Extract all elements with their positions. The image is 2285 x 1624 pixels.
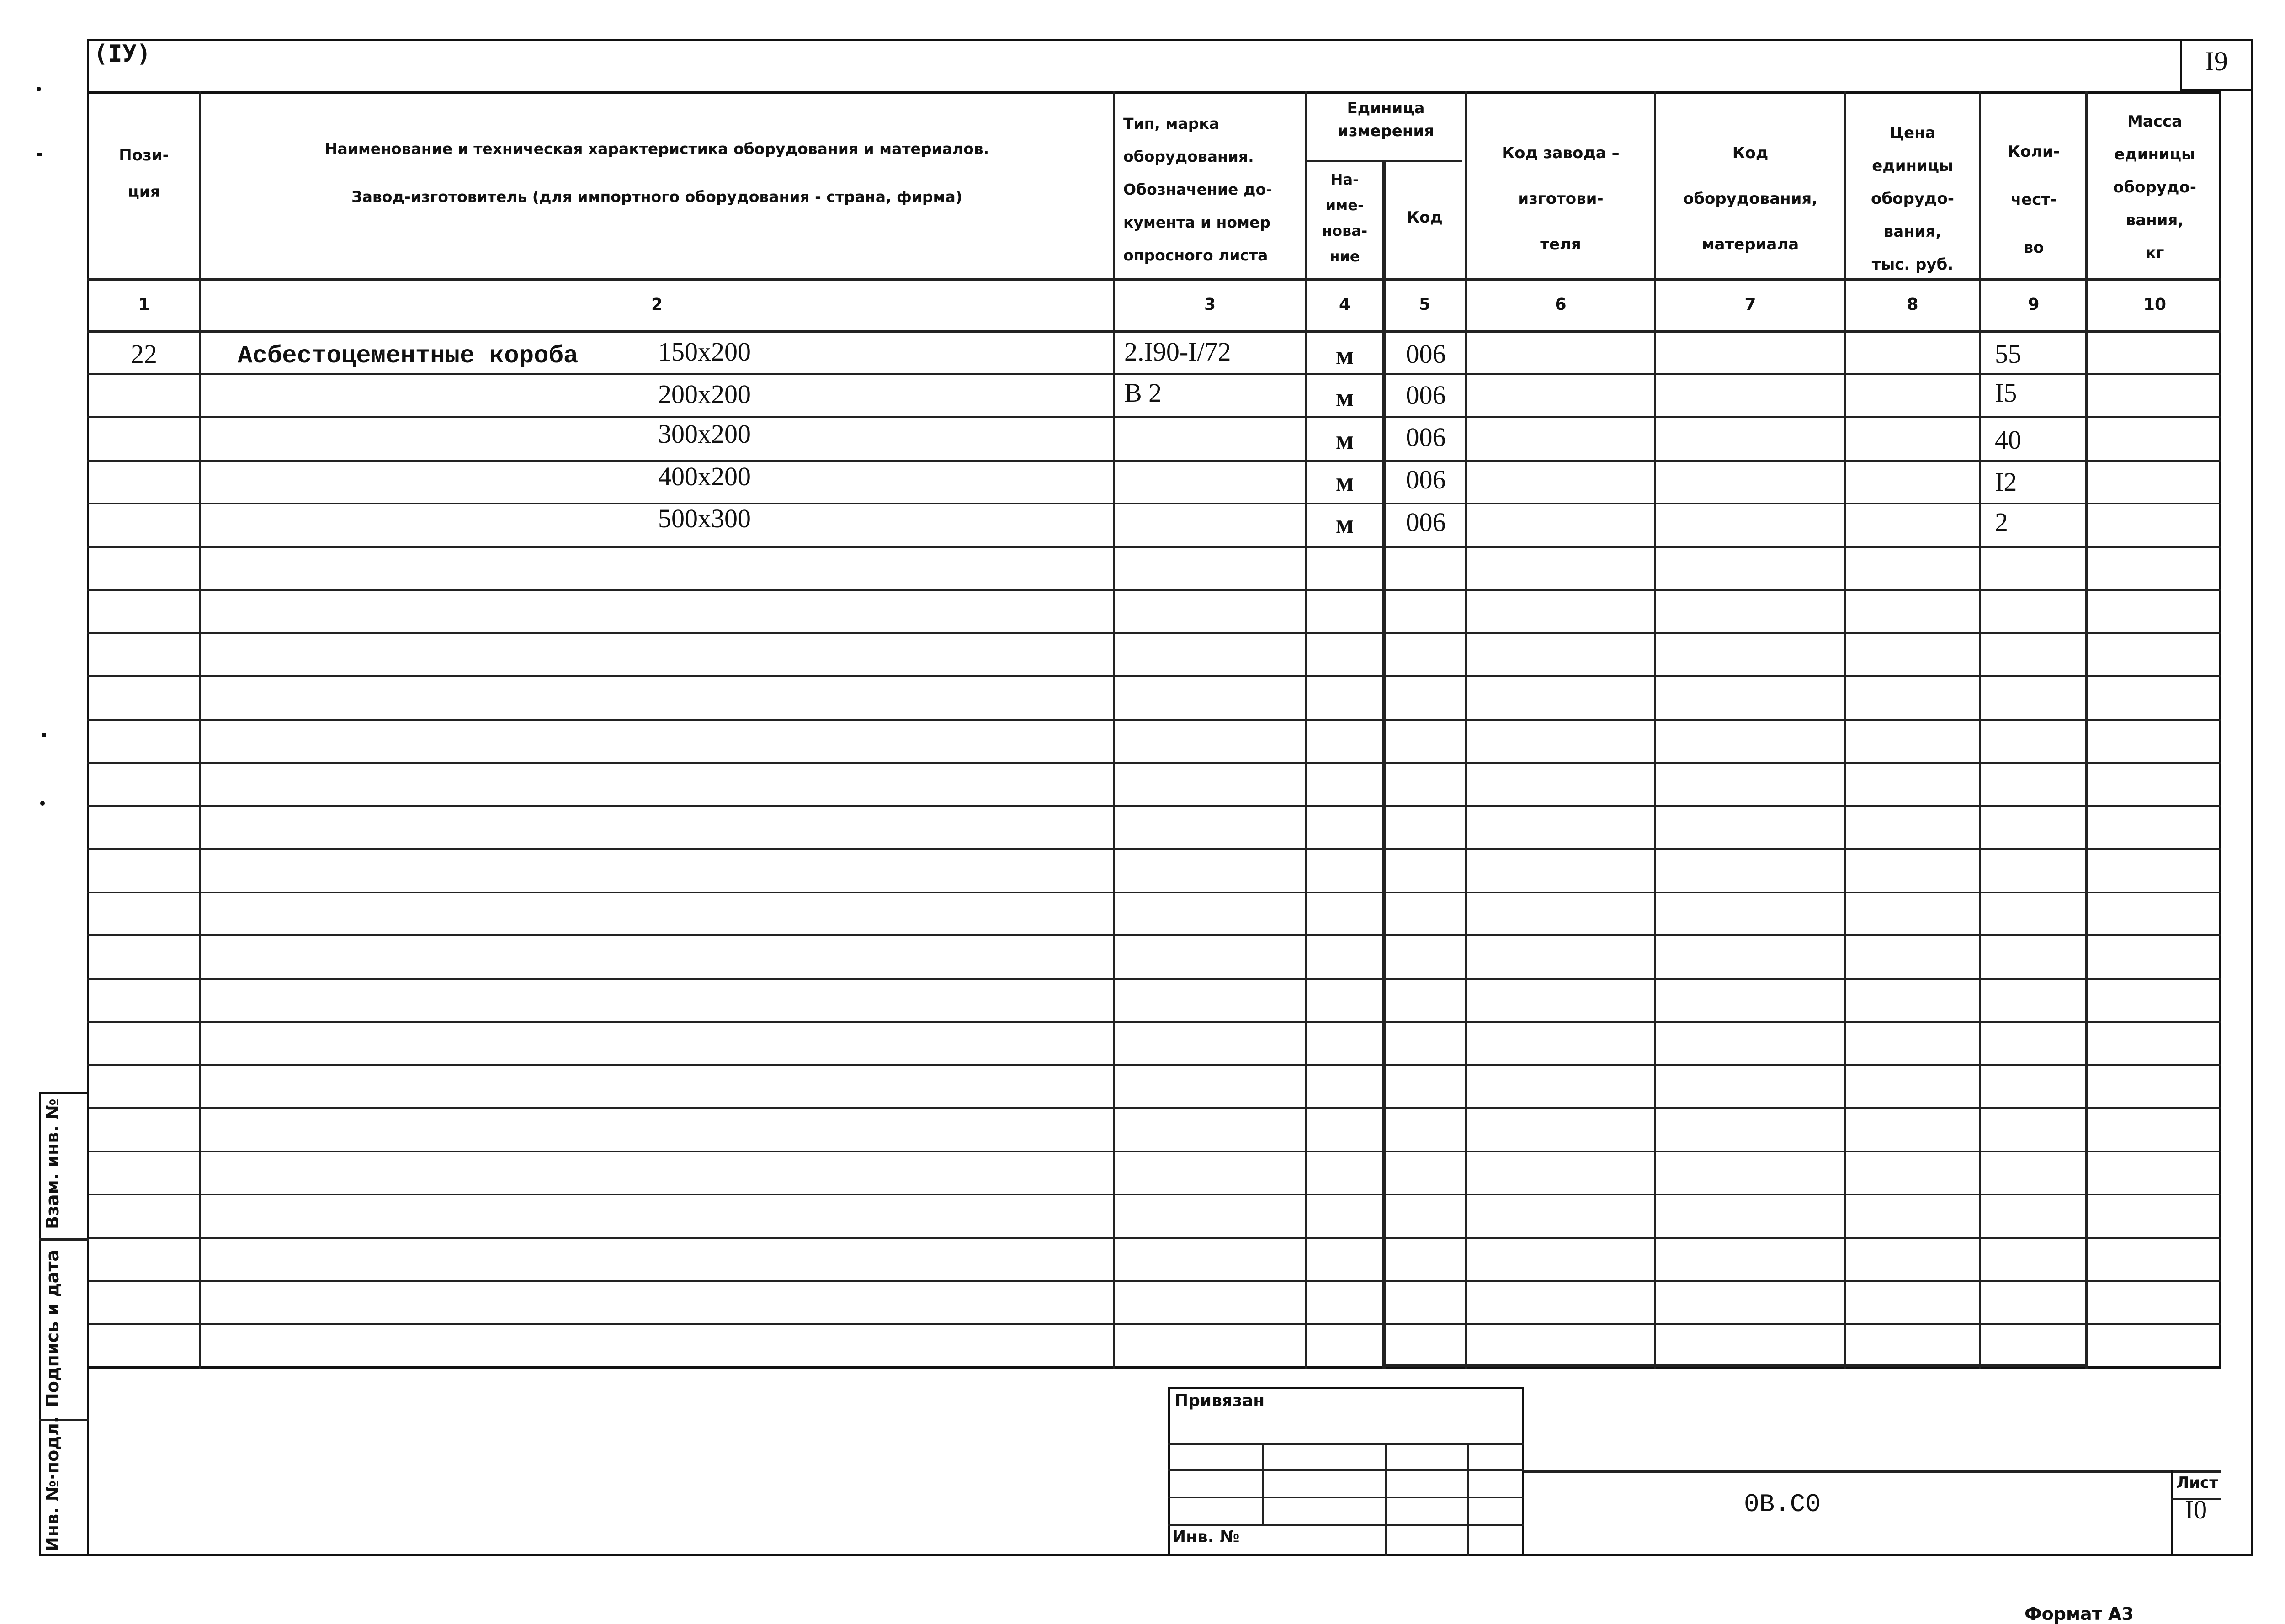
col-line-3 bbox=[1305, 91, 1307, 1369]
stamp-privyazan-label: Привязан bbox=[1174, 1391, 1265, 1410]
col-line-2 bbox=[1113, 91, 1115, 1369]
stamp-line-4 bbox=[1168, 1524, 1524, 1526]
section-label: (IУ) bbox=[94, 40, 151, 68]
row-code: 006 bbox=[1406, 465, 1446, 494]
stamp-vline-3 bbox=[1467, 1443, 1469, 1556]
row-rule bbox=[87, 1064, 2221, 1066]
margin-dot bbox=[37, 153, 42, 156]
header-equipment-code: Код оборудования, материала bbox=[1683, 144, 1818, 254]
margin-dot bbox=[42, 733, 46, 737]
row-qty: 40 bbox=[1995, 425, 2021, 455]
stamp-line-3 bbox=[1168, 1497, 1524, 1498]
row-rule bbox=[87, 762, 2221, 764]
colnum-8: 8 bbox=[1907, 295, 1918, 314]
row-code: 006 bbox=[1406, 380, 1446, 410]
sheet-label: Лист bbox=[2176, 1474, 2218, 1492]
row-size: 500х300 bbox=[658, 504, 751, 533]
header-name-line2: Завод-изготовитель (для импортного оборудования - страна, фирма) bbox=[351, 188, 962, 206]
header-name-line1: Наименование и техническая характеристика оборудования и материалов. bbox=[324, 140, 989, 158]
colnum-5: 5 bbox=[1419, 295, 1431, 314]
header-type: Тип, марка оборудования. Обозначение до- кумента и номер опросного листа bbox=[1123, 115, 1272, 264]
header-unit: Единица измерения bbox=[1338, 99, 1434, 140]
header-price: Цена единицы оборудо- вания, тыс. руб. bbox=[1871, 124, 1954, 274]
binding-divider-1 bbox=[39, 1238, 89, 1241]
row-doc: В 2 bbox=[1124, 378, 1162, 408]
row-size: 400х200 bbox=[658, 462, 751, 491]
side-label-vzam: Взам. инв. № bbox=[43, 1099, 63, 1229]
title-block-top bbox=[1524, 1470, 2221, 1473]
row-rule bbox=[87, 805, 2221, 807]
colnum-7: 7 bbox=[1744, 295, 1756, 314]
sheet-code: 0В.С0 bbox=[1743, 1490, 1821, 1519]
row-qty: I2 bbox=[1995, 467, 2017, 497]
row-qty: 55 bbox=[1995, 339, 2021, 369]
row-rule bbox=[87, 848, 2221, 850]
colnum-4: 4 bbox=[1339, 295, 1351, 314]
page-number: I9 bbox=[2205, 46, 2228, 76]
colnum-2: 2 bbox=[651, 295, 663, 314]
row-doc: 2.I90-I/72 bbox=[1124, 337, 1231, 366]
row-rule bbox=[87, 1194, 2221, 1195]
row-size: 150х200 bbox=[658, 337, 751, 366]
col-line-4 bbox=[1382, 160, 1386, 1369]
row-rule bbox=[87, 719, 2221, 721]
row-rule bbox=[87, 1237, 2221, 1239]
stamp-line-2 bbox=[1168, 1469, 1524, 1471]
col-line-8 bbox=[1979, 91, 1981, 1369]
colnum-6: 6 bbox=[1555, 295, 1567, 314]
header-quantity: Коли- чест- во bbox=[2008, 143, 2060, 257]
row-rule bbox=[87, 1323, 2221, 1325]
row-qty: 2 bbox=[1995, 507, 2008, 537]
header-unit-name: На- име- нова- ние bbox=[1322, 171, 1368, 265]
colnum-9: 9 bbox=[2028, 295, 2040, 314]
row-rule bbox=[87, 416, 2221, 418]
format-label: Формат А3 bbox=[2025, 1604, 2134, 1624]
header-unit-code: Код bbox=[1407, 208, 1443, 227]
row-unit: м bbox=[1335, 467, 1354, 497]
col-line-6 bbox=[1654, 91, 1656, 1369]
row-rule bbox=[87, 632, 2221, 634]
row-rule bbox=[87, 1107, 2221, 1109]
row-rule bbox=[87, 460, 2221, 462]
header-mass: Масса единицы оборудо- вания, кг bbox=[2113, 112, 2196, 262]
side-label-inv-podl: Инв. №·подл. bbox=[43, 1416, 63, 1551]
row-code: 006 bbox=[1406, 422, 1446, 452]
row-unit: м bbox=[1335, 425, 1354, 455]
margin-dot bbox=[40, 801, 45, 806]
row-rule bbox=[87, 1021, 2221, 1023]
row-size: 300х200 bbox=[658, 419, 751, 449]
header-position: Пози- ция bbox=[119, 146, 169, 201]
margin-dot bbox=[37, 87, 41, 91]
stamp-vline-1 bbox=[1262, 1443, 1264, 1524]
stamp-inv-no: Инв. № bbox=[1172, 1528, 1240, 1546]
row-position: 22 bbox=[131, 339, 157, 369]
stamp-vline-2 bbox=[1385, 1443, 1387, 1556]
sheet-number: I0 bbox=[2184, 1495, 2207, 1524]
stamp-line-1 bbox=[1168, 1443, 1524, 1445]
row-qty: I5 bbox=[1995, 378, 2017, 408]
col-line-5 bbox=[1465, 91, 1467, 1369]
row-unit: м bbox=[1335, 340, 1354, 370]
colnum-10: 10 bbox=[2143, 295, 2167, 314]
row-rule bbox=[87, 503, 2221, 504]
col-line-1 bbox=[199, 91, 201, 1369]
row-code: 006 bbox=[1406, 507, 1446, 537]
row-name: Асбестоцементные короба bbox=[238, 342, 579, 370]
row-rule bbox=[87, 978, 2221, 980]
row-unit: м bbox=[1335, 382, 1354, 412]
row-rule bbox=[87, 1280, 2221, 1282]
row-code: 006 bbox=[1406, 339, 1446, 369]
row-rule bbox=[87, 589, 2221, 591]
col-line-7 bbox=[1844, 91, 1846, 1369]
table-bottom-bold bbox=[1382, 1364, 2088, 1367]
colnum-1: 1 bbox=[138, 295, 150, 314]
row-unit: м bbox=[1335, 509, 1354, 539]
row-rule bbox=[87, 675, 2221, 677]
row-rule bbox=[87, 892, 2221, 893]
row-size: 200х200 bbox=[658, 379, 751, 409]
row-rule bbox=[87, 934, 2221, 936]
side-label-podpis: Подпись и дата bbox=[43, 1249, 63, 1407]
row-rule bbox=[87, 546, 2221, 548]
row-rule bbox=[87, 1151, 2221, 1152]
colnum-3: 3 bbox=[1204, 295, 1216, 314]
header-factory-code: Код завода – изготови- теля bbox=[1502, 144, 1620, 254]
